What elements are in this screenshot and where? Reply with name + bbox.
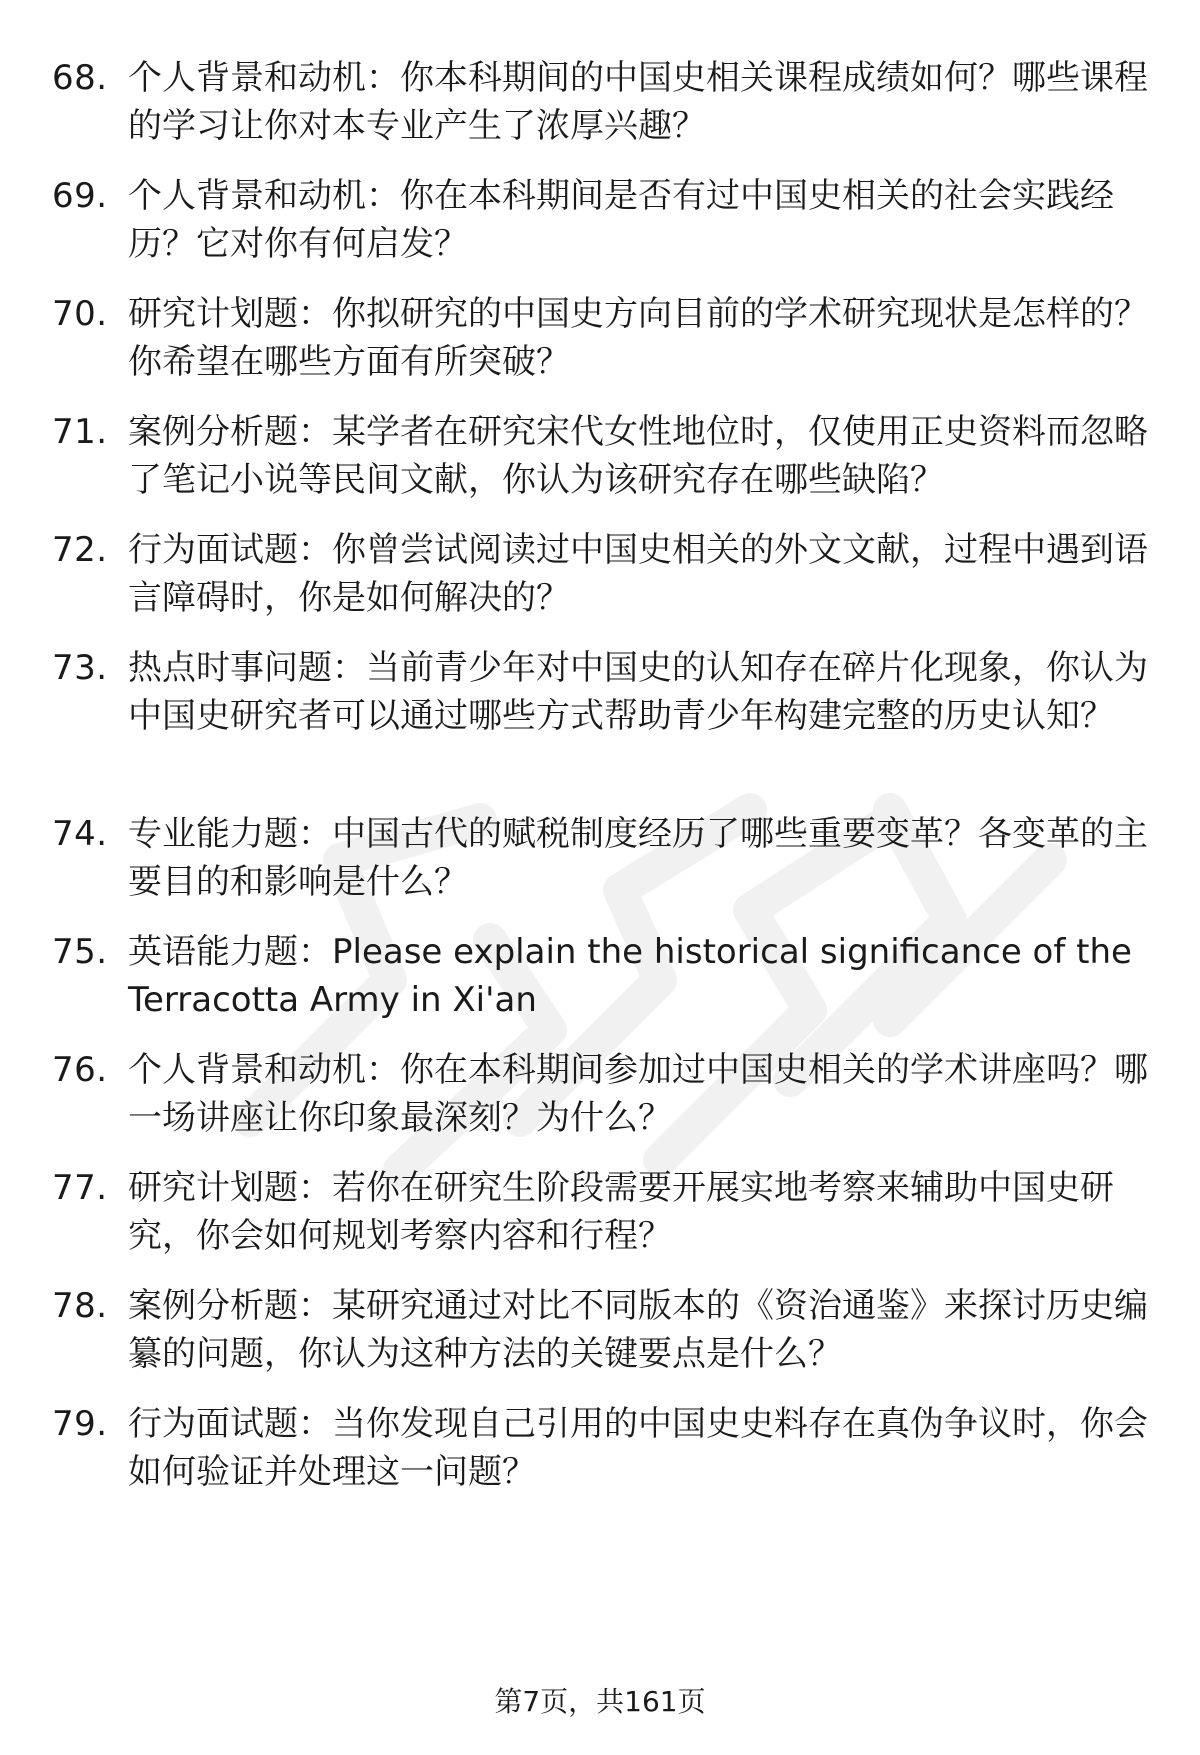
question-text: 个人背景和动机：你在本科期间是否有过中国史相关的社会实践经历？它对你有何启发？ xyxy=(128,176,1114,264)
question-number: 70. xyxy=(52,294,108,334)
question-text: 英语能力题：Please explain the historical significance of the Terracotta Army in Xi'an xyxy=(128,932,1132,1020)
question-text: 案例分析题：某学者在研究宋代女性地位时，仅使用正史资料而忽略了笔记小说等民间文献，你认为该研究存在哪些缺陷？ xyxy=(128,412,1148,500)
question-number: 78. xyxy=(52,1286,108,1326)
question-text: 研究计划题：你拟研究的中国史方向目前的学术研究现状是怎样的？你希望在哪些方面有所突破？ xyxy=(128,294,1148,382)
question-text: 个人背景和动机：你在本科期间参加过中国史相关的学术讲座吗？哪一场讲座让你印象最深刻？为什么？ xyxy=(128,1050,1148,1138)
question-number: 76. xyxy=(52,1050,108,1090)
question-text: 研究计划题：若你在研究生阶段需要开展实地考察来辅助中国史研究，你会如何规划考察内容和行程？ xyxy=(128,1168,1114,1256)
question-text: 专业能力题：中国古代的赋税制度经历了哪些重要变革？各变革的主要目的和影响是什么？ xyxy=(128,814,1148,902)
question-number: 77. xyxy=(52,1168,108,1208)
question-text: 行为面试题：当你发现自己引用的中国史史料存在真伪争议时，你会如何验证并处理这一问题？ xyxy=(128,1404,1148,1492)
question-text: 个人背景和动机：你本科期间的中国史相关课程成绩如何？哪些课程的学习让你对本专业产生了浓厚兴趣？ xyxy=(128,58,1148,146)
question-number: 79. xyxy=(52,1404,108,1444)
question-number: 69. xyxy=(52,176,108,216)
question-text: 案例分析题：某研究通过对比不同版本的《资治通鉴》来探讨历史编纂的问题，你认为这种方法的关键要点是什么？ xyxy=(128,1286,1148,1374)
question-number: 71. xyxy=(52,412,108,452)
question-number: 74. xyxy=(52,814,108,854)
question-text: 行为面试题：你曾尝试阅读过中国史相关的外文文献，过程中遇到语言障碍时，你是如何解决的？ xyxy=(128,530,1148,618)
question-number: 73. xyxy=(52,648,108,688)
question-text: 热点时事问题：当前青少年对中国史的认知存在碎片化现象，你认为中国史研究者可以通过哪些方式帮助青少年构建完整的历史认知？ xyxy=(128,648,1148,736)
question-number: 75. xyxy=(52,932,108,972)
question-number: 68. xyxy=(52,58,108,98)
question-number: 72. xyxy=(52,530,108,570)
page-footer-label: 第7页，共161页 xyxy=(494,1685,706,1718)
